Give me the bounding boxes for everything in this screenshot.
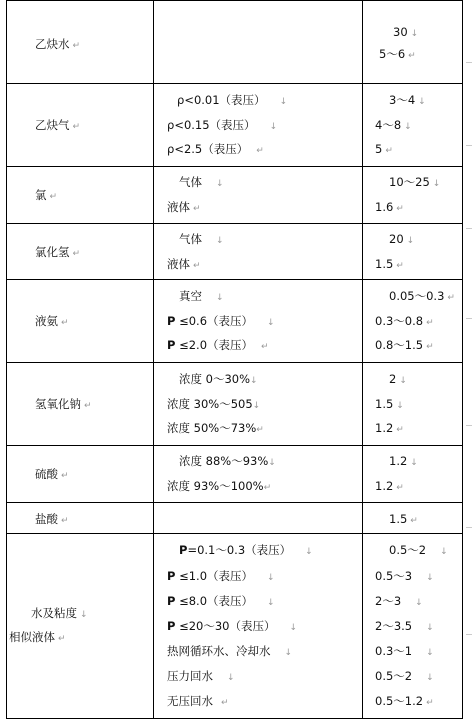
- velocity-value: 0.5～2 ↓: [389, 543, 448, 557]
- condition: P=0.1～0.3（表压） ↓: [179, 543, 313, 557]
- velocity-value: 0.8～1.5 ↵: [375, 338, 434, 352]
- condition: P ≤2.0（表压） ↵: [167, 338, 269, 352]
- velocity-value: 5～6 ↵: [379, 47, 416, 61]
- velocity-value: 0.5～3 ↓: [375, 569, 434, 583]
- medium-name: 乙炔水 ↵: [35, 37, 81, 51]
- table-row: [7, 534, 462, 720]
- velocity-value: 1.2 ↓: [389, 454, 418, 468]
- medium-name: 氢氧化钠 ↵: [35, 397, 92, 411]
- velocity-value: 1.5 ↓: [375, 397, 404, 411]
- velocity-value: 3～4 ↓: [389, 93, 426, 107]
- table-row: [7, 167, 462, 224]
- table-row: [7, 280, 462, 363]
- velocity-value: 1.6 ↵: [375, 200, 404, 214]
- condition: ρ<0.15（表压） ↓: [167, 118, 278, 132]
- velocity-value: 4～8 ↓: [375, 118, 412, 132]
- table-row: [7, 363, 462, 446]
- table-row: [7, 446, 462, 503]
- velocity-value: 1.5 ↵: [375, 257, 404, 271]
- velocity-value: 0.05～0.3 ↵: [389, 289, 455, 303]
- velocity-value: 20 ↓: [389, 232, 415, 246]
- velocity-value: 30 ↓: [393, 25, 419, 39]
- condition: 液体 ↵: [167, 257, 201, 271]
- condition: ρ<0.01（表压） ↓: [177, 93, 288, 107]
- margin-marker: [466, 228, 472, 229]
- condition: 气体 ↓: [179, 232, 224, 246]
- condition: 浓度 88%～93%↓: [179, 454, 276, 468]
- velocity-value: 5 ↵: [375, 142, 393, 156]
- condition: P ≤20～30（表压） ↓: [167, 619, 298, 633]
- margin-marker: [466, 425, 472, 426]
- condition: 液体 ↵: [167, 200, 201, 214]
- margin-marker: [466, 634, 472, 635]
- condition: 气体 ↓: [179, 175, 224, 189]
- condition: 热网循环水、冷却水 ↓: [167, 644, 293, 658]
- condition: 压力回水 ↓: [167, 669, 235, 683]
- velocity-value: 0.3～0.8 ↵: [375, 314, 434, 328]
- velocity-value: 10～25 ↓: [389, 175, 441, 189]
- velocity-value: 2 ↓: [389, 372, 407, 386]
- condition: 真空 ↓: [179, 289, 224, 303]
- table-row: [7, 503, 462, 534]
- velocity-value: 0.3～1 ↓: [375, 644, 434, 658]
- condition: 浓度 93%～100%↵: [167, 479, 272, 493]
- table-row: [7, 84, 462, 167]
- velocity-value: 0.5～2 ↓: [375, 669, 434, 683]
- condition: 浓度 30%～505↓: [167, 397, 261, 411]
- velocity-value: 1.5 ↵: [389, 512, 418, 526]
- velocity-value: 2～3 ↓: [375, 594, 423, 608]
- condition: P ≤0.6（表压） ↓: [167, 314, 275, 328]
- margin-marker: [466, 527, 472, 528]
- condition: 无压回水 ↵: [167, 694, 229, 708]
- velocity-value: 2～3.5 ↓: [375, 619, 434, 633]
- velocity-value: 1.2 ↵: [375, 479, 404, 493]
- velocity-value: 0.5～1.2 ↵: [375, 694, 434, 708]
- medium-name-line2: 相似液体 ↵: [9, 630, 66, 644]
- medium-name: 液氨 ↵: [35, 314, 69, 328]
- medium-name: 乙炔气 ↵: [35, 118, 81, 132]
- medium-name: 盐酸 ↵: [35, 512, 69, 526]
- table-row: [7, 1, 462, 84]
- pipe-velocity-table: [6, 0, 463, 719]
- margin-marker: [466, 318, 472, 319]
- medium-name: 氯 ↵: [35, 188, 58, 202]
- margin-marker: [466, 62, 472, 63]
- condition: 浓度 50%～73%↵: [167, 421, 264, 435]
- condition: P ≤1.0（表压） ↓: [167, 569, 275, 583]
- medium-name: 硫酸 ↵: [35, 467, 69, 481]
- condition: P ≤8.0（表压） ↓: [167, 594, 275, 608]
- table-row: [7, 224, 462, 280]
- medium-name: 水及粘度 ↓: [31, 606, 88, 620]
- margin-marker: [466, 145, 472, 146]
- condition: ρ<2.5（表压） ↵: [167, 142, 264, 156]
- velocity-value: 1.2 ↵: [375, 421, 404, 435]
- condition: 浓度 0～30%↓: [179, 372, 258, 386]
- medium-name: 氯化氢 ↵: [35, 245, 81, 259]
